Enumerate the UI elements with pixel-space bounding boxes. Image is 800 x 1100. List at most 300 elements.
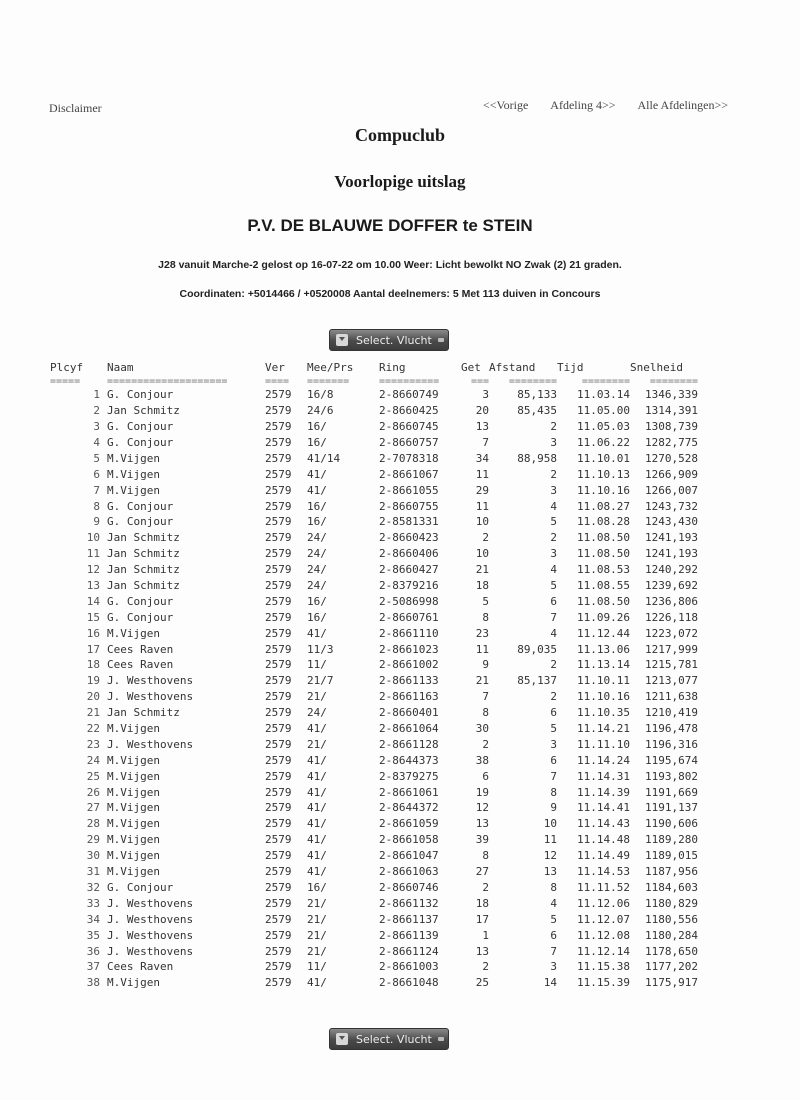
col-snelheid: Snelheid: [630, 361, 683, 375]
download-icon: [336, 334, 348, 346]
table-row: [50, 880, 698, 896]
cell-afstand: 9: [550, 801, 557, 815]
cell-get: 17: [475, 912, 489, 926]
cell-tijd: 11.10.11: [577, 674, 630, 688]
cell-get: 2: [482, 960, 489, 974]
cell-naam: J. Westhovens: [107, 737, 194, 751]
cell-ver: 2579: [265, 483, 292, 497]
cell-ver: 2579: [265, 722, 292, 736]
cell-snelheid: 1211,638: [645, 690, 698, 704]
cell-get: 8: [482, 706, 489, 720]
cell-get: 6: [482, 769, 489, 783]
cell-plcyf: 7: [93, 483, 100, 497]
cell-afstand: 2: [550, 420, 557, 434]
cell-get: 30: [475, 722, 489, 736]
cell-naam: G. Conjour: [107, 388, 174, 402]
cell-tijd: 11.13.06: [577, 642, 630, 656]
cell-mee-prs: 41/: [307, 833, 327, 847]
table-row: [50, 530, 698, 546]
indicator-icon: [438, 338, 444, 342]
cell-mee-prs: 16/: [307, 499, 327, 513]
cell-ring: 2-8379275: [379, 769, 439, 783]
cell-ver: 2579: [265, 912, 292, 926]
cell-ver: 2579: [265, 896, 292, 910]
separator: ====================: [107, 375, 228, 387]
cell-snelheid: 1190,606: [645, 817, 698, 831]
cell-tijd: 11.14.53: [577, 865, 630, 879]
col-ring: Ring: [379, 361, 406, 375]
cell-get: 7: [482, 690, 489, 704]
cell-tijd: 11.08.50: [577, 594, 630, 608]
cell-plcyf: 31: [86, 865, 100, 879]
cell-ver: 2579: [265, 801, 292, 815]
cell-ver: 2579: [265, 690, 292, 704]
cell-get: 2: [482, 531, 489, 545]
table-row: [50, 848, 698, 864]
table-row: [50, 546, 698, 562]
cell-get: 13: [475, 944, 489, 958]
cell-snelheid: 1226,118: [645, 610, 698, 624]
table-row: [50, 800, 698, 816]
cell-snelheid: 1196,316: [645, 737, 698, 751]
cell-snelheid: 1239,692: [645, 579, 698, 593]
cell-tijd: 11.09.26: [577, 610, 630, 624]
cell-naam: Cees Raven: [107, 960, 174, 974]
cell-snelheid: 1178,650: [645, 944, 698, 958]
cell-plcyf: 10: [86, 531, 100, 545]
cell-get: 7: [482, 436, 489, 449]
cell-mee-prs: 21/: [307, 737, 327, 751]
cell-ring: 2-8379216: [379, 579, 439, 593]
cell-tijd: 11.06.22: [577, 436, 630, 449]
cell-tijd: 11.08.55: [577, 579, 630, 593]
cell-ring: 2-8660745: [379, 420, 439, 434]
cell-tijd: 11.12.44: [577, 626, 630, 640]
col-plcyf: Plcyf: [50, 361, 84, 375]
disclaimer-link[interactable]: Disclaimer: [49, 101, 102, 115]
cell-naam: G. Conjour: [107, 594, 174, 608]
cell-ring: 2-8661110: [379, 626, 439, 640]
cell-snelheid: 1266,007: [645, 483, 698, 497]
cell-plcyf: 19: [86, 674, 100, 688]
cell-plcyf: 28: [86, 817, 100, 831]
cell-snelheid: 1282,775: [645, 436, 698, 449]
cell-snelheid: 1189,280: [645, 833, 698, 847]
table-row: [50, 514, 698, 530]
cell-ver: 2579: [265, 706, 292, 720]
next-division-link[interactable]: Afdeling 4>>: [550, 98, 616, 112]
cell-afstand: 6: [550, 928, 557, 942]
table-row: [50, 657, 698, 673]
cell-ver: 2579: [265, 579, 292, 593]
cell-naam: M.Vijgen: [107, 833, 160, 847]
cell-ring: 2-8661133: [379, 674, 439, 688]
table-row: [50, 784, 698, 800]
cell-afstand: 85,133: [517, 388, 557, 402]
cell-snelheid: 1193,802: [645, 769, 698, 783]
cell-snelheid: 1223,072: [645, 626, 698, 640]
cell-snelheid: 1210,419: [645, 706, 698, 720]
cell-afstand: 3: [550, 960, 557, 974]
cell-ring: 2-8661139: [379, 928, 439, 942]
table-row: [50, 593, 698, 609]
cell-ring: 2-8661163: [379, 690, 439, 704]
cell-get: 8: [482, 849, 489, 863]
table-row: [50, 911, 698, 927]
cell-ring: 2-8660746: [379, 880, 439, 894]
cell-naam: Jan Schmitz: [107, 404, 180, 418]
cell-mee-prs: 11/3: [307, 642, 334, 656]
cell-afstand: 4: [550, 499, 557, 513]
cell-tijd: 11.08.53: [577, 563, 630, 577]
cell-mee-prs: 24/: [307, 531, 327, 545]
cell-mee-prs: 41/: [307, 722, 327, 736]
cell-get: 29: [475, 483, 489, 497]
cell-snelheid: 1187,956: [645, 865, 698, 879]
cell-ver: 2579: [265, 817, 292, 831]
cell-ring: 2-8661003: [379, 960, 439, 974]
cell-plcyf: 36: [86, 944, 100, 958]
cell-mee-prs: 16/: [307, 610, 327, 624]
cell-afstand: 85,435: [517, 404, 557, 418]
cell-ring: 2-8661058: [379, 833, 439, 847]
cell-tijd: 11.14.21: [577, 722, 630, 736]
cell-tijd: 11.10.16: [577, 483, 630, 497]
cell-mee-prs: 41/: [307, 976, 327, 990]
cell-plcyf: 29: [86, 833, 100, 847]
cell-afstand: 5: [550, 722, 557, 736]
select-flight-label: Select. Vlucht: [356, 1032, 432, 1046]
cell-ver: 2579: [265, 626, 292, 640]
cell-snelheid: 1314,391: [645, 404, 698, 418]
cell-get: 12: [475, 801, 489, 815]
table-row: [50, 721, 698, 737]
cell-ver: 2579: [265, 531, 292, 545]
cell-ver: 2579: [265, 753, 292, 767]
previous-link[interactable]: <<Vorige: [482, 98, 529, 112]
results-table: [50, 360, 698, 991]
cell-afstand: 2: [550, 531, 557, 545]
cell-mee-prs: 24/: [307, 579, 327, 593]
cell-get: 11: [475, 467, 489, 481]
cell-snelheid: 1308,739: [645, 420, 698, 434]
cell-tijd: 11.14.24: [577, 753, 630, 767]
cell-naam: M.Vijgen: [107, 785, 160, 799]
cell-tijd: 11.12.08: [577, 928, 630, 942]
cell-snelheid: 1270,528: [645, 451, 698, 465]
table-row: [50, 419, 698, 435]
table-row: [50, 435, 698, 451]
cell-afstand: 7: [550, 769, 557, 783]
table-row: [50, 482, 698, 498]
cell-ver: 2579: [265, 833, 292, 847]
cell-naam: Jan Schmitz: [107, 579, 180, 593]
cell-afstand: 6: [550, 753, 557, 767]
cell-ver: 2579: [265, 674, 292, 688]
cell-naam: J. Westhovens: [107, 944, 194, 958]
cell-tijd: 11.14.43: [577, 817, 630, 831]
cell-plcyf: 12: [86, 563, 100, 577]
cell-plcyf: 2: [93, 404, 100, 418]
cell-tijd: 11.08.50: [577, 531, 630, 545]
cell-get: 1: [482, 928, 489, 942]
cell-mee-prs: 21/: [307, 944, 327, 958]
cell-plcyf: 22: [86, 722, 100, 736]
cell-get: 18: [475, 896, 489, 910]
table-row: [50, 562, 698, 578]
table-row: [50, 959, 698, 975]
separator: =======: [307, 375, 350, 387]
col-naam: Naam: [107, 361, 134, 375]
col-afstand: Afstand: [489, 361, 536, 375]
table-row: [50, 673, 698, 689]
cell-ver: 2579: [265, 785, 292, 799]
cell-snelheid: 1180,556: [645, 912, 698, 926]
cell-ver: 2579: [265, 594, 292, 608]
cell-ver: 2579: [265, 928, 292, 942]
cell-naam: J. Westhovens: [107, 896, 194, 910]
cell-afstand: 5: [550, 579, 557, 593]
cell-ver: 2579: [265, 388, 292, 402]
cell-ver: 2579: [265, 404, 292, 418]
cell-get: 11: [475, 642, 489, 656]
cell-plcyf: 21: [86, 706, 100, 720]
cell-afstand: 2: [550, 690, 557, 704]
cell-ring: 2-8661063: [379, 865, 439, 879]
cell-mee-prs: 41/: [307, 801, 327, 815]
cell-get: 13: [475, 420, 489, 434]
nav-links: [483, 98, 728, 113]
cell-afstand: 10: [543, 817, 557, 831]
cell-get: 18: [475, 579, 489, 593]
cell-ring: 2-5086998: [379, 594, 439, 608]
cell-tijd: 11.08.28: [577, 515, 630, 529]
cell-plcyf: 3: [93, 420, 100, 434]
cell-naam: M.Vijgen: [107, 817, 160, 831]
cell-naam: M.Vijgen: [107, 865, 160, 879]
cell-get: 10: [475, 515, 489, 529]
select-flight-button-bottom[interactable]: [329, 1028, 449, 1050]
cell-ring: 2-8661067: [379, 467, 439, 481]
cell-plcyf: 16: [86, 626, 100, 640]
cell-snelheid: 1191,669: [645, 785, 698, 799]
table-row: [50, 975, 698, 991]
cell-naam: G. Conjour: [107, 420, 174, 434]
cell-mee-prs: 21/: [307, 912, 327, 926]
cell-naam: M.Vijgen: [107, 722, 160, 736]
cell-afstand: 2: [550, 658, 557, 672]
table-row: [50, 895, 698, 911]
cell-mee-prs: 41/: [307, 753, 327, 767]
cell-ver: 2579: [265, 451, 292, 465]
cell-get: 5: [482, 594, 489, 608]
cell-get: 38: [475, 753, 489, 767]
cell-ring: 2-8660755: [379, 499, 439, 513]
separator-row: [50, 376, 698, 387]
cell-tijd: 11.13.14: [577, 658, 630, 672]
cell-ring: 2-8661047: [379, 849, 439, 863]
cell-naam: M.Vijgen: [107, 451, 160, 465]
cell-tijd: 11.14.41: [577, 801, 630, 815]
cell-afstand: 3: [550, 547, 557, 561]
separator: =====: [50, 375, 81, 387]
table-row: [50, 609, 698, 625]
cell-ring: 2-8660406: [379, 547, 439, 561]
cell-ver: 2579: [265, 515, 292, 529]
download-icon: [336, 1033, 348, 1045]
cell-ver: 2579: [265, 563, 292, 577]
cell-naam: G. Conjour: [107, 515, 174, 529]
cell-snelheid: 1180,284: [645, 928, 698, 942]
cell-tijd: 11.05.00: [577, 404, 630, 418]
cell-get: 13: [475, 817, 489, 831]
cell-tijd: 11.10.16: [577, 690, 630, 704]
table-row: [50, 450, 698, 466]
cell-naam: G. Conjour: [107, 880, 174, 894]
cell-plcyf: 24: [86, 753, 100, 767]
separator: ====: [265, 375, 290, 387]
cell-naam: G. Conjour: [107, 436, 174, 449]
cell-ver: 2579: [265, 849, 292, 863]
table-row: [50, 625, 698, 641]
cell-plcyf: 30: [86, 849, 100, 863]
cell-snelheid: 1196,478: [645, 722, 698, 736]
cell-ring: 2-8581331: [379, 515, 439, 529]
cell-tijd: 11.10.01: [577, 451, 630, 465]
cell-afstand: 8: [550, 785, 557, 799]
cell-tijd: 11.11.10: [577, 737, 630, 751]
cell-plcyf: 17: [86, 642, 100, 656]
cell-naam: Jan Schmitz: [107, 563, 180, 577]
cell-get: 21: [475, 674, 489, 688]
cell-ver: 2579: [265, 610, 292, 624]
cell-tijd: 11.08.27: [577, 499, 630, 513]
cell-ver: 2579: [265, 499, 292, 513]
table-row: [50, 832, 698, 848]
cell-mee-prs: 16/8: [307, 388, 334, 402]
cell-ring: 2-8661059: [379, 817, 439, 831]
cell-get: 21: [475, 563, 489, 577]
cell-plcyf: 14: [86, 594, 100, 608]
cell-ring: 2-8644372: [379, 801, 439, 815]
cell-mee-prs: 21/: [307, 896, 327, 910]
cell-get: 9: [482, 658, 489, 672]
cell-mee-prs: 24/6: [307, 404, 334, 418]
cell-mee-prs: 41/14: [307, 451, 341, 465]
table-row: [50, 641, 698, 657]
race-info: J28 vanuit Marche-2 gelost op 16-07-22 om 10.00 Weer: Licht bewolkt NO Zwak (2) 21 graden.: [158, 259, 622, 271]
cell-snelheid: 1195,674: [645, 753, 698, 767]
cell-tijd: 11.12.06: [577, 896, 630, 910]
cell-ring: 2-8660761: [379, 610, 439, 624]
cell-get: 20: [475, 404, 489, 418]
col-mee-prs: Mee/Prs: [307, 361, 354, 375]
cell-naam: M.Vijgen: [107, 753, 160, 767]
cell-ring: 2-8644373: [379, 753, 439, 767]
cell-snelheid: 1241,193: [645, 547, 698, 561]
cell-naam: M.Vijgen: [107, 626, 160, 640]
cell-mee-prs: 21/: [307, 928, 327, 942]
cell-snelheid: 1236,806: [645, 594, 698, 608]
cell-plcyf: 32: [86, 880, 100, 894]
cell-afstand: 89,035: [517, 642, 557, 656]
cell-plcyf: 11: [86, 547, 100, 561]
page-subtitle: Voorlopige uitslag: [334, 172, 466, 191]
separator: ========: [581, 375, 630, 387]
cell-mee-prs: 11/: [307, 658, 327, 672]
cell-plcyf: 15: [86, 610, 100, 624]
club-title: P.V. DE BLAUWE DOFFER te STEIN: [247, 216, 533, 235]
col-tijd: Tijd: [557, 361, 584, 375]
cell-naam: M.Vijgen: [107, 801, 160, 815]
cell-ver: 2579: [265, 880, 292, 894]
cell-mee-prs: 41/: [307, 626, 327, 640]
select-flight-button-top[interactable]: [329, 329, 449, 351]
cell-mee-prs: 16/: [307, 880, 327, 894]
col-get: Get: [461, 361, 481, 375]
cell-plcyf: 6: [93, 467, 100, 481]
cell-ver: 2579: [265, 642, 292, 656]
cell-plcyf: 20: [86, 690, 100, 704]
cell-snelheid: 1184,603: [645, 880, 698, 894]
cell-afstand: 8: [550, 880, 557, 894]
all-divisions-link[interactable]: Alle Afdelingen>>: [637, 98, 728, 112]
cell-plcyf: 8: [93, 499, 100, 513]
cell-plcyf: 34: [86, 912, 100, 926]
table-row: [50, 943, 698, 959]
cell-snelheid: 1217,999: [645, 642, 698, 656]
cell-ring: 2-8660401: [379, 706, 439, 720]
cell-tijd: 11.03.14: [577, 388, 630, 402]
cell-tijd: 11.10.13: [577, 467, 630, 481]
cell-ring: 2-8660427: [379, 563, 439, 577]
cell-ring: 2-8661137: [379, 912, 439, 926]
cell-ring: 2-8661002: [379, 658, 439, 672]
separator: ========: [508, 375, 557, 387]
cell-afstand: 7: [550, 944, 557, 958]
cell-get: 2: [482, 880, 489, 894]
cell-ver: 2579: [265, 944, 292, 958]
cell-naam: J. Westhovens: [107, 912, 194, 926]
cell-plcyf: 9: [93, 515, 100, 529]
cell-mee-prs: 41/: [307, 483, 327, 497]
cell-ring: 2-8661124: [379, 944, 439, 958]
cell-afstand: 85,137: [517, 674, 557, 688]
select-flight-label: Select. Vlucht: [356, 333, 432, 347]
cell-plcyf: 5: [93, 451, 100, 465]
cell-get: 39: [475, 833, 489, 847]
cell-afstand: 14: [543, 976, 557, 990]
cell-naam: J. Westhovens: [107, 674, 194, 688]
cell-afstand: 5: [550, 515, 557, 529]
cell-ver: 2579: [265, 769, 292, 783]
cell-plcyf: 23: [86, 737, 100, 751]
cell-mee-prs: 24/: [307, 706, 327, 720]
cell-mee-prs: 41/: [307, 467, 327, 481]
cell-snelheid: 1240,292: [645, 563, 698, 577]
cell-get: 23: [475, 626, 489, 640]
cell-get: 8: [482, 610, 489, 624]
cell-afstand: 4: [550, 896, 557, 910]
table-header-row: [50, 360, 698, 376]
cell-plcyf: 25: [86, 769, 100, 783]
cell-tijd: 11.08.50: [577, 547, 630, 561]
cell-afstand: 3: [550, 737, 557, 751]
separator: ===: [470, 375, 489, 387]
cell-mee-prs: 41/: [307, 785, 327, 799]
cell-tijd: 11.12.07: [577, 912, 630, 926]
cell-mee-prs: 11/: [307, 960, 327, 974]
